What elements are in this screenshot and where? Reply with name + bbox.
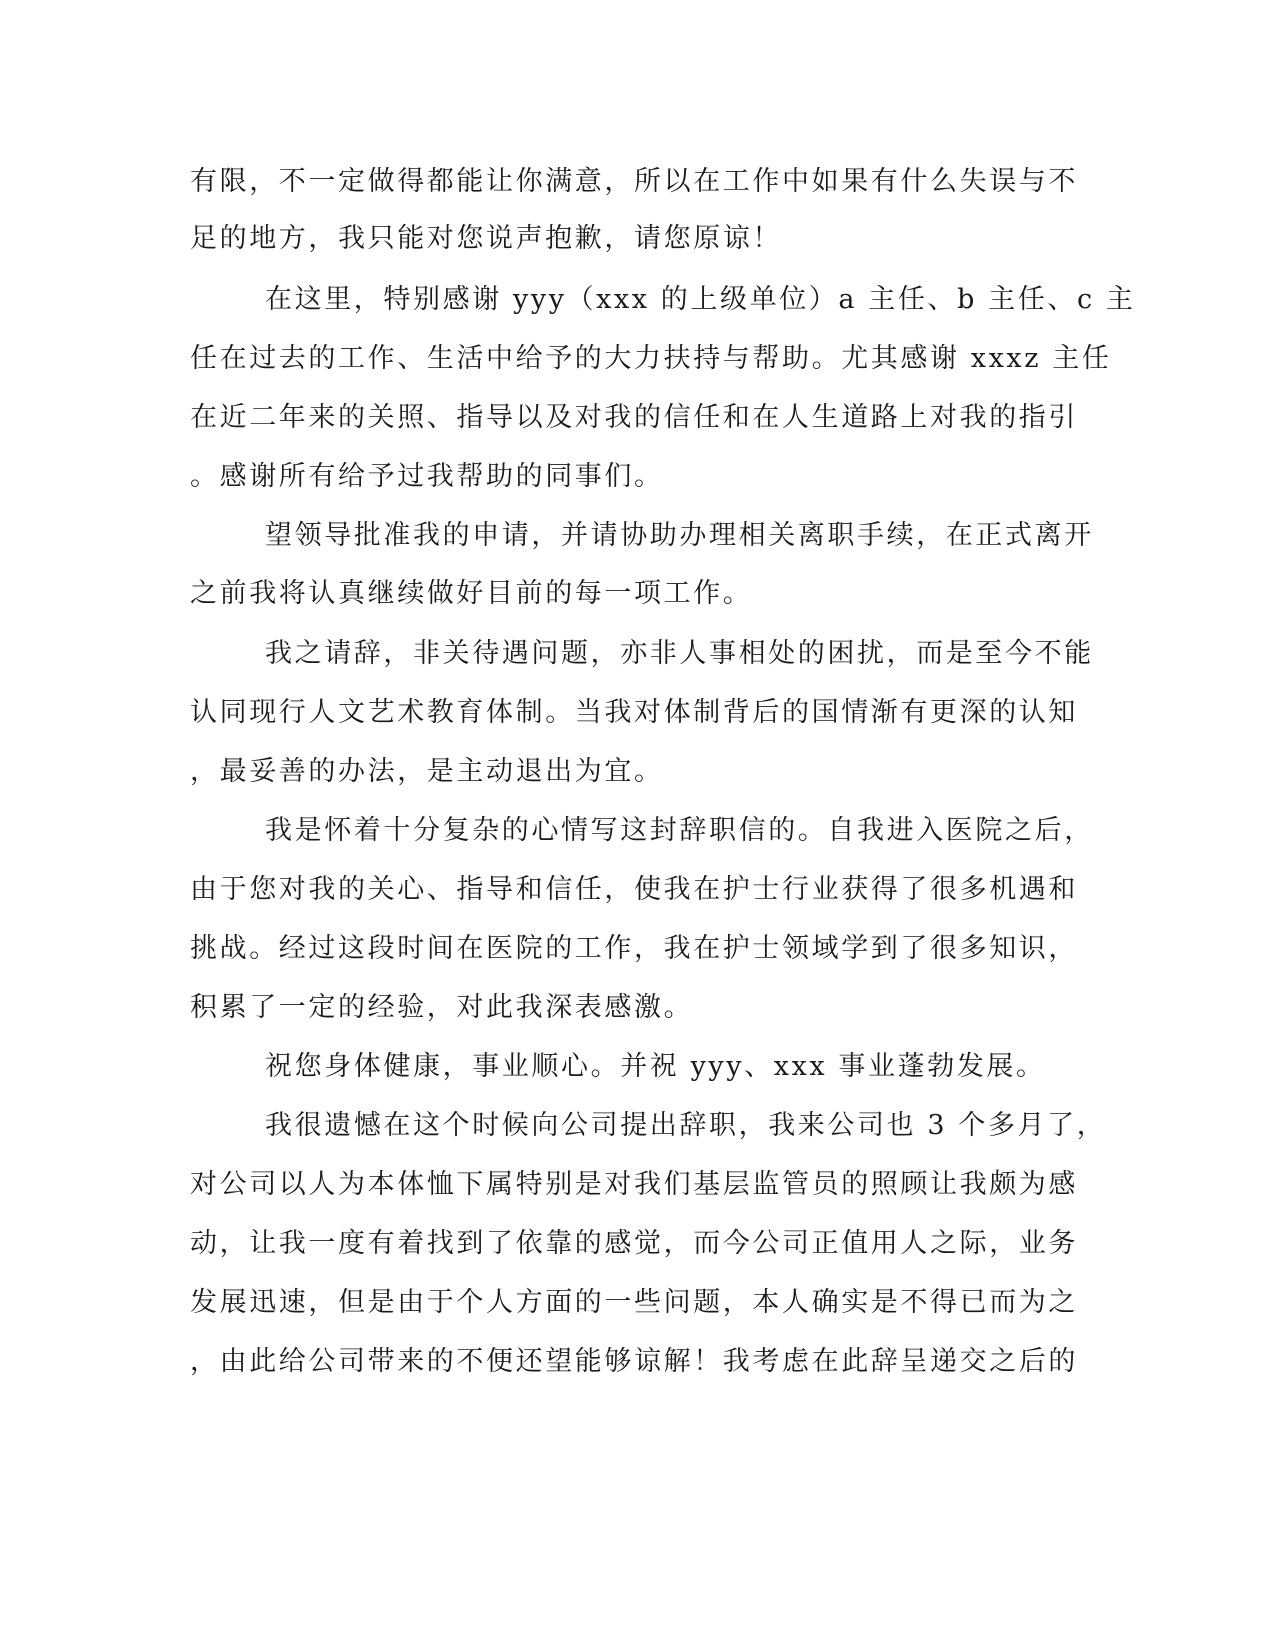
text-line: ，最妥善的办法，是主动退出为宜。 xyxy=(190,756,664,787)
text-line: 对公司以人为本体恤下属特别是对我们基层监管员的照顾让我颇为感 xyxy=(190,1169,1078,1200)
text-line: 在这里，特别感谢 yyy（xxx 的上级单位）a 主任、b 主任、c 主 xyxy=(265,284,1136,315)
text-line: 发展迅速，但是由于个人方面的一些问题，本人确实是不得已而为之 xyxy=(190,1287,1078,1318)
text-line: 祝您身体健康，事业顺心。并祝 yyy、xxx 事业蓬勃发展。 xyxy=(265,1051,1046,1082)
text-line: 认同现行人文艺术教育体制。当我对体制背后的国情渐有更深的认知 xyxy=(190,697,1078,728)
text-line: 之前我将认真继续做好目前的每一项工作。 xyxy=(190,578,753,609)
text-line: 我很遗憾在这个时候向公司提出辞职，我来公司也 3 个多月了， xyxy=(265,1110,1107,1141)
text-line: ，由此给公司带来的不便还望能够谅解！我考虑在此辞呈递交之后的 xyxy=(190,1346,1078,1377)
text-line: 我之请辞，非关待遇问题，亦非人事相处的困扰，而是至今不能 xyxy=(265,638,1094,669)
text-line: 任在过去的工作、生活中给予的大力扶持与帮助。尤其感谢 xxxz 主任 xyxy=(190,343,1112,374)
text-line: 有限，不一定做得都能让你满意，所以在工作中如果有什么失误与不 xyxy=(190,166,1078,197)
text-line: 在近二年来的关照、指导以及对我的信任和在人生道路上对我的指引 xyxy=(190,402,1078,433)
text-line: 动，让我一度有着找到了依靠的感觉，而今公司正值用人之际，业务 xyxy=(190,1228,1078,1259)
text-line: 足的地方，我只能对您说声抱歉，请您原谅！ xyxy=(190,223,782,254)
text-line: 挑战。经过这段时间在医院的工作，我在护士领域学到了很多知识， xyxy=(190,933,1078,964)
text-line: 由于您对我的关心、指导和信任，使我在护士行业获得了很多机遇和 xyxy=(190,874,1078,905)
text-line: 望领导批准我的申请，并请协助办理相关离职手续，在正式离开 xyxy=(265,520,1094,551)
text-line: 积累了一定的经验，对此我深表感激。 xyxy=(190,992,694,1023)
text-line: 我是怀着十分复杂的心情写这封辞职信的。自我进入医院之后， xyxy=(265,815,1094,846)
text-line: 。感谢所有给予过我帮助的同事们。 xyxy=(190,461,664,492)
